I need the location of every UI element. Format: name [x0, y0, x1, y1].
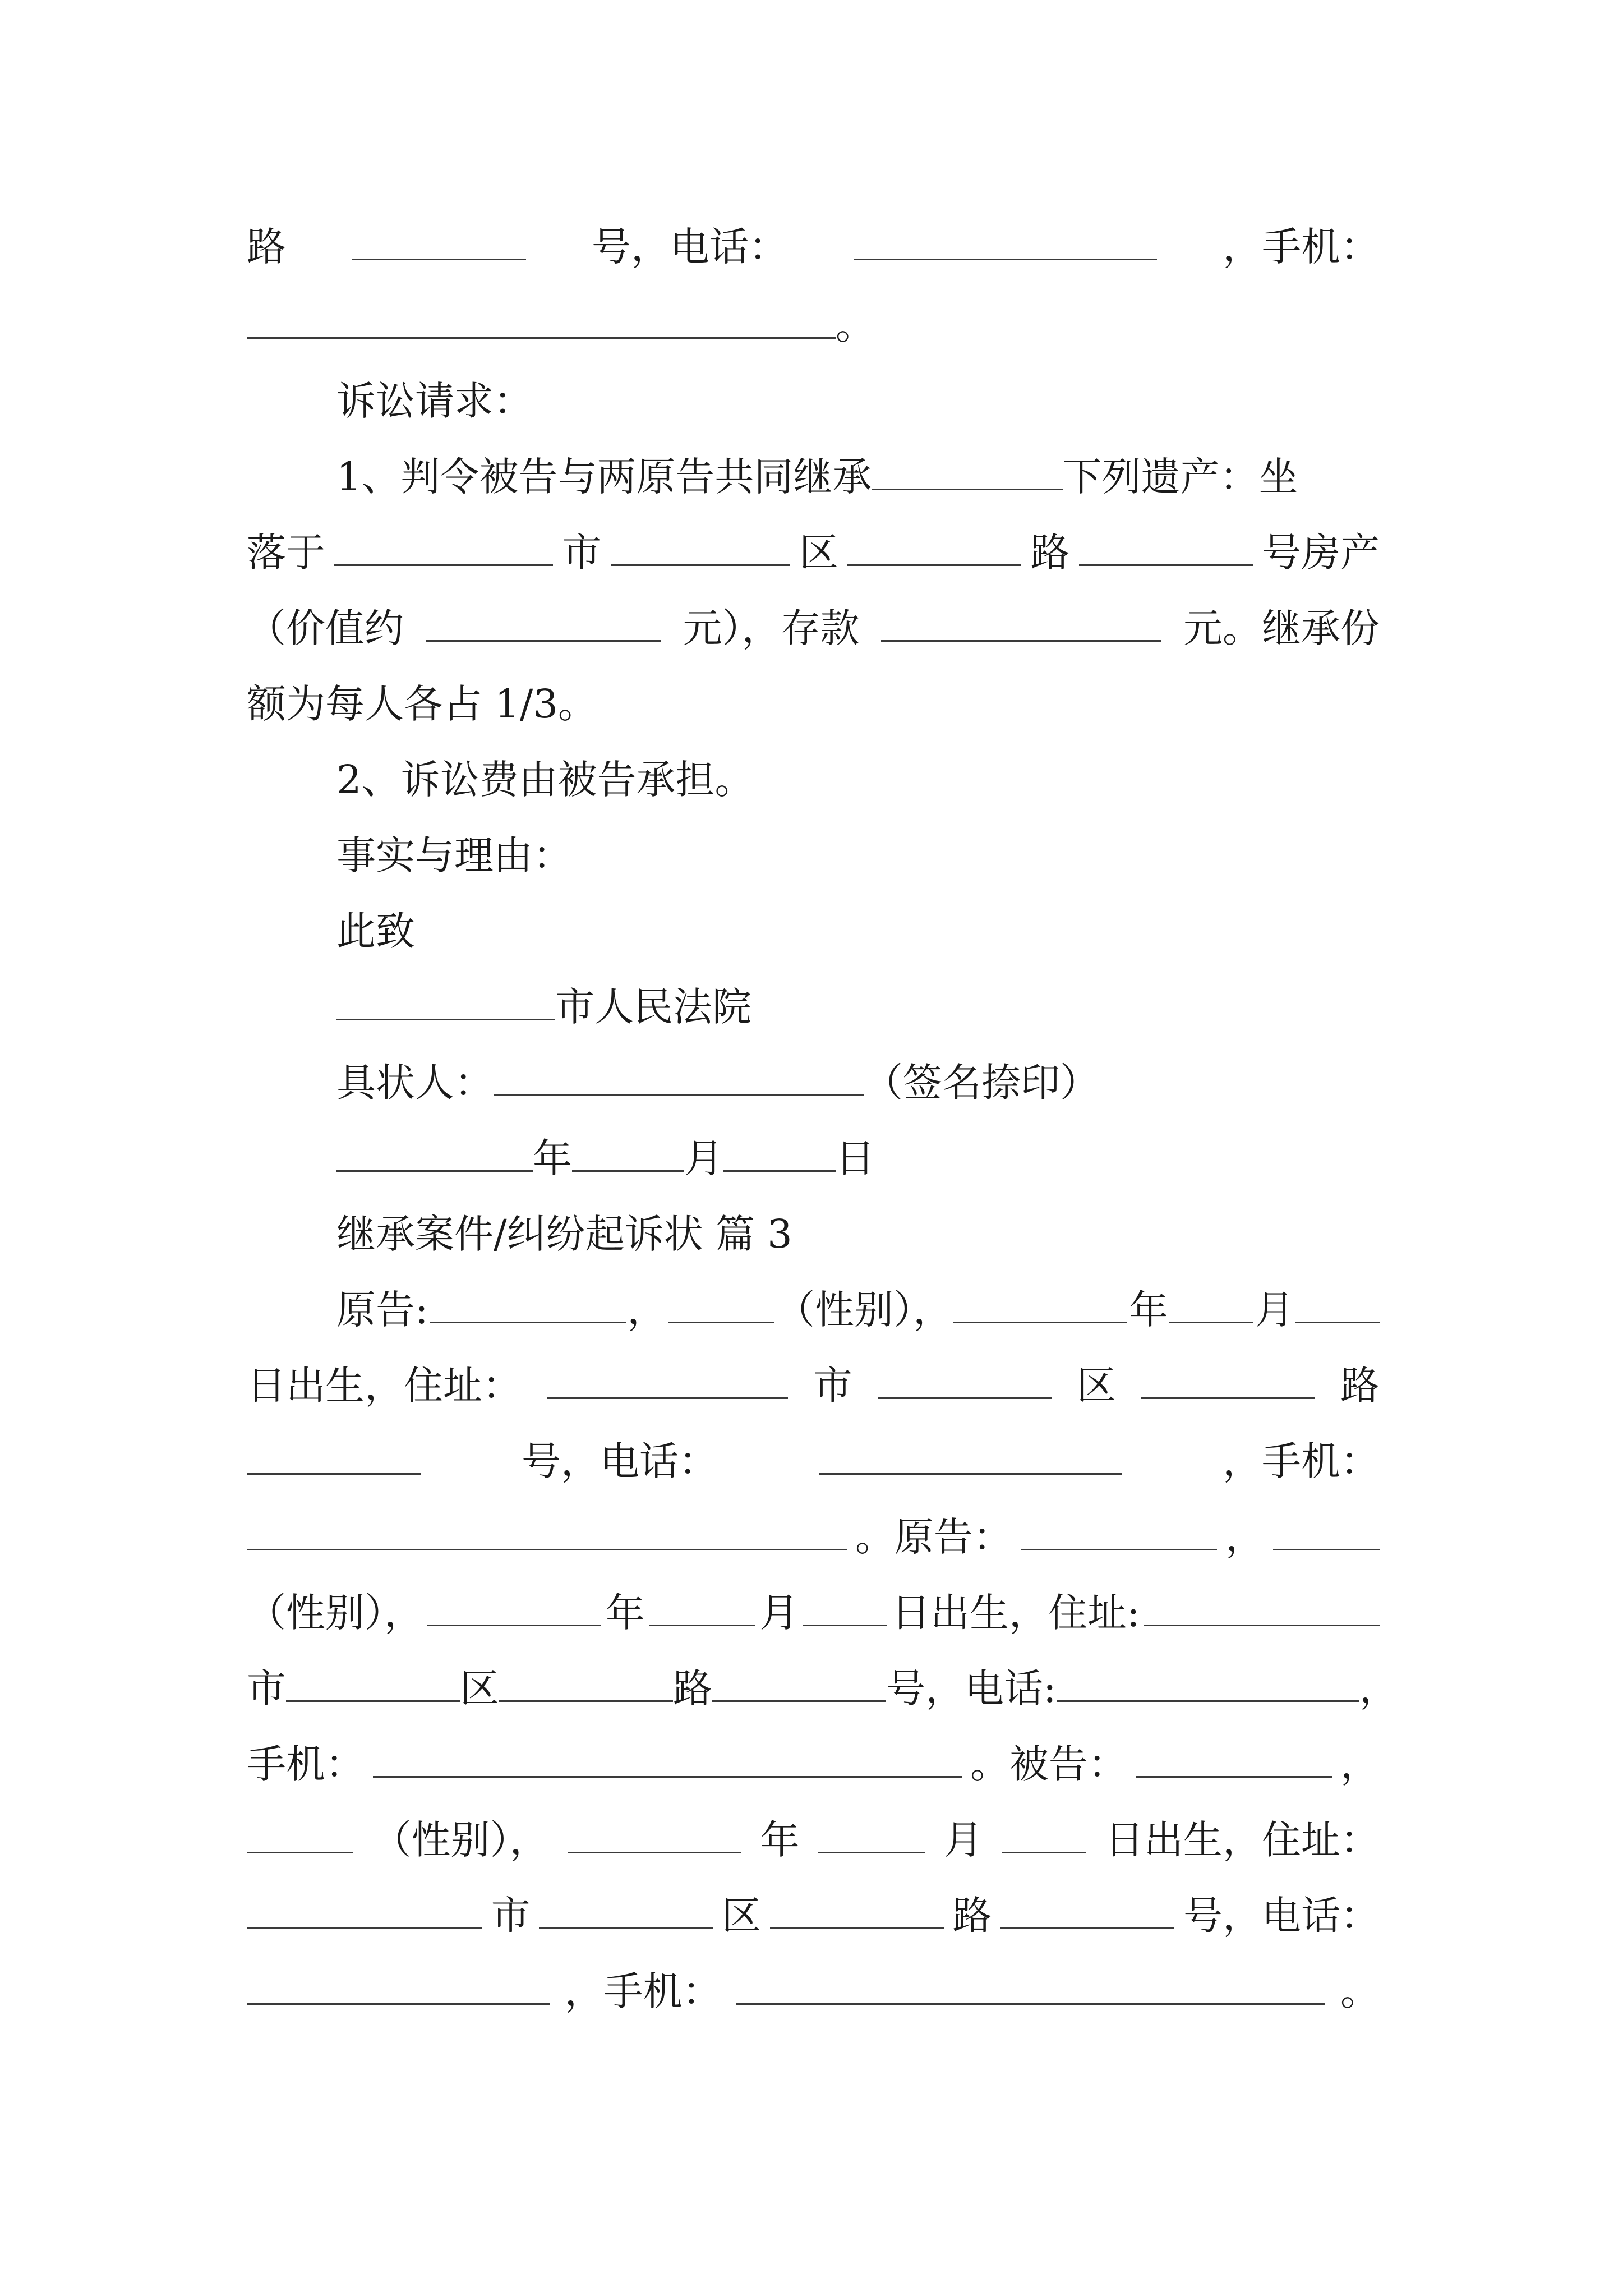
- claim-1-line-b: [247, 524, 1380, 581]
- text-mobile-label: ，手机：: [1223, 1438, 1380, 1484]
- claim-1-text-d: 额为每人各占 1/3。: [247, 681, 597, 727]
- text-comma: ，: [1359, 1665, 1399, 1711]
- blank-district[interactable]: [539, 1888, 713, 1929]
- salutation-text: 此致: [336, 908, 415, 954]
- text-day: 日: [836, 1135, 875, 1181]
- blank-month[interactable]: [1169, 1282, 1253, 1323]
- blank-number[interactable]: [1079, 525, 1253, 566]
- blank-gender[interactable]: [668, 1282, 774, 1323]
- blank-phone[interactable]: [819, 1434, 1122, 1475]
- text-comma: ，: [627, 1287, 667, 1333]
- blank-month[interactable]: [649, 1585, 755, 1626]
- text-year: 年: [605, 1590, 645, 1636]
- blank-city[interactable]: [547, 1358, 788, 1399]
- text-phone-label: 号，电话:: [886, 1665, 1057, 1711]
- text-birth-address: 日出生，住址：: [247, 1363, 522, 1409]
- defendant-line-b: [247, 1812, 1380, 1868]
- plaintiff-1-line-b: [247, 1358, 1380, 1414]
- blank-address[interactable]: [1144, 1585, 1380, 1626]
- blank-mobile[interactable]: [373, 1737, 962, 1778]
- mobile-line: [247, 297, 1380, 353]
- text-district: 区: [722, 1893, 762, 1939]
- facts-heading: [336, 827, 1380, 884]
- text-comma: ，: [1340, 1741, 1380, 1787]
- defendant-line-c: [247, 1888, 1380, 1944]
- text-month: 月: [759, 1590, 799, 1636]
- text-year: 年: [1128, 1287, 1168, 1333]
- text-district: 区: [1077, 1363, 1116, 1409]
- text-month: 月: [684, 1135, 723, 1181]
- blank-month[interactable]: [572, 1131, 684, 1172]
- blank-road[interactable]: [847, 525, 1021, 566]
- text-phone-label: 号，电话：: [522, 1438, 718, 1484]
- plaintiff-1-line-c: [247, 1433, 1380, 1489]
- claim-1-line-a: [336, 449, 1380, 505]
- blank-plaintiff-2-name[interactable]: [1021, 1510, 1217, 1550]
- blank-number[interactable]: [712, 1661, 886, 1702]
- text-road: 路: [673, 1665, 712, 1711]
- blank-year[interactable]: [427, 1585, 601, 1626]
- text-defendant: 。被告：: [970, 1741, 1127, 1787]
- blank-mobile[interactable]: [247, 298, 836, 339]
- claims-heading-text: 诉讼请求：: [336, 378, 533, 424]
- text-city: 市: [247, 1665, 286, 1711]
- blank-district[interactable]: [611, 525, 790, 566]
- blank-road[interactable]: [1141, 1358, 1315, 1399]
- text-comma: ，: [1225, 1514, 1265, 1560]
- text-gender: （性别），: [247, 1590, 423, 1636]
- blank-city[interactable]: [247, 1888, 482, 1929]
- court-text: 市人民法院: [555, 984, 751, 1030]
- text-city: 市: [813, 1363, 852, 1409]
- blank-day[interactable]: [1295, 1282, 1380, 1323]
- blank-month[interactable]: [818, 1812, 925, 1853]
- claim-1-text-a: 1、判令被告与两原告共同继承: [336, 454, 872, 500]
- text-plaintiff-2: 。原告：: [855, 1514, 1012, 1560]
- claim-2: [336, 752, 1380, 808]
- facts-heading-text: 事实与理由：: [336, 832, 572, 878]
- text-year: 年: [760, 1817, 800, 1863]
- text-gender: （性别），: [776, 1287, 953, 1333]
- text-plaintiff: 原告:: [336, 1287, 428, 1333]
- claim-1-line-c: [247, 600, 1380, 656]
- blank-gender[interactable]: [1273, 1510, 1380, 1550]
- blank-district[interactable]: [878, 1358, 1052, 1399]
- blank-phone[interactable]: [1057, 1661, 1359, 1702]
- blank-road[interactable]: [770, 1888, 944, 1929]
- text-district: 区: [799, 530, 838, 576]
- blank-plaintiff-name[interactable]: [430, 1282, 626, 1323]
- text-district: 区: [460, 1665, 499, 1711]
- blank-day[interactable]: [723, 1131, 836, 1172]
- court-line: [336, 979, 1380, 1035]
- text-road: 路: [247, 224, 286, 270]
- text-year: 年: [533, 1135, 572, 1181]
- blank-signer[interactable]: [494, 1055, 864, 1096]
- blank-decedent[interactable]: [872, 449, 1063, 490]
- text-phone-label: 号，电话：: [592, 224, 788, 270]
- blank-city[interactable]: [334, 525, 553, 566]
- blank-year[interactable]: [568, 1812, 741, 1853]
- date-line: [336, 1130, 1380, 1186]
- blank-deposit-amount[interactable]: [881, 601, 1161, 642]
- blank-day[interactable]: [1002, 1812, 1086, 1853]
- blank-year[interactable]: [953, 1282, 1127, 1323]
- blank-number[interactable]: [352, 219, 526, 260]
- blank-day[interactable]: [803, 1585, 887, 1626]
- text-road: 路: [1340, 1363, 1380, 1409]
- blank-gender[interactable]: [247, 1812, 353, 1853]
- claim-2-text: 2、诉讼费由被告承担。: [336, 757, 754, 803]
- text-month: 月: [1255, 1287, 1294, 1333]
- text-road: 路: [952, 1893, 992, 1939]
- text-deposit: 元），存款: [683, 605, 860, 651]
- blank-court-city[interactable]: [336, 979, 555, 1020]
- plaintiff-1-line-a: [336, 1282, 1380, 1338]
- blank-phone[interactable]: [247, 1964, 550, 2005]
- plaintiff-2-line-c: [247, 1660, 1399, 1717]
- claim-1-line-d: [247, 676, 1380, 732]
- text-road: 路: [1030, 530, 1070, 576]
- text-share: 元。继承份: [1183, 605, 1380, 651]
- blank-defendant-name[interactable]: [1136, 1737, 1332, 1778]
- signer-label: 具状人：: [336, 1060, 494, 1106]
- text-birth-address: 日出生，住址：: [1104, 1817, 1380, 1863]
- text-mobile-label: 手机：: [247, 1741, 365, 1787]
- plaintiff-2-line-a: [247, 1509, 1380, 1565]
- blank-year[interactable]: [336, 1131, 533, 1172]
- text-located: 落于: [247, 530, 325, 576]
- salutation: [336, 903, 1380, 959]
- text-city: 市: [562, 530, 602, 576]
- plaintiff-2-line-b: [247, 1585, 1380, 1641]
- blank-mobile[interactable]: [247, 1510, 847, 1550]
- signature-note: （签名捺印）: [864, 1060, 1099, 1106]
- text-period: 。: [1340, 1968, 1380, 2014]
- section-title: [336, 1206, 1380, 1262]
- blank-phone[interactable]: [854, 219, 1157, 260]
- section-title-text: 继承案件/纠纷起诉状 篇 3: [336, 1211, 792, 1257]
- address-line-continued: [247, 219, 1380, 275]
- signer-line: [336, 1055, 1380, 1111]
- defendant-line-a: [247, 1736, 1380, 1792]
- text-gender: （性别），: [372, 1817, 549, 1863]
- text-birth-address: 日出生，住址:: [891, 1590, 1140, 1636]
- text-mobile-label: ，手机：: [1223, 224, 1380, 270]
- blank-road[interactable]: [499, 1661, 673, 1702]
- claim-1-text-b: 下列遗产：坐: [1062, 454, 1298, 500]
- text-value-approx: （价值约: [247, 605, 404, 651]
- blank-number[interactable]: [1000, 1888, 1174, 1929]
- text-property: 号房产: [1262, 530, 1380, 576]
- text-month: 月: [943, 1817, 983, 1863]
- blank-district[interactable]: [286, 1661, 460, 1702]
- text-city: 市: [491, 1893, 531, 1939]
- blank-number[interactable]: [247, 1434, 421, 1475]
- blank-mobile[interactable]: [736, 1964, 1325, 2005]
- text-phone-label: 号，电话：: [1183, 1893, 1380, 1939]
- defendant-line-d: [247, 1963, 1380, 2019]
- text-period: 。: [836, 302, 875, 348]
- text-mobile-label: ，手机：: [564, 1968, 722, 2014]
- blank-property-value[interactable]: [426, 601, 661, 642]
- claims-heading: [336, 373, 1380, 429]
